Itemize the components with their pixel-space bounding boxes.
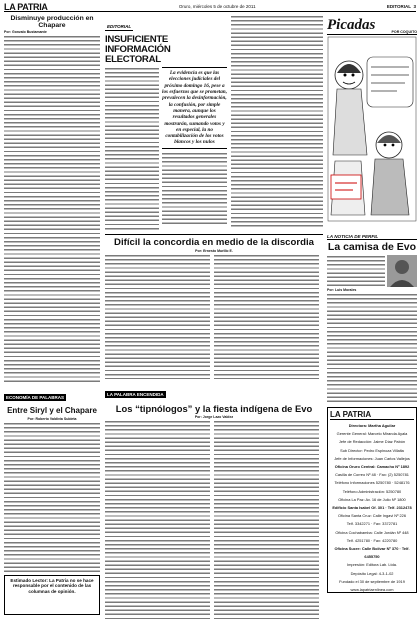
credit-line: Fundado el 30 de septiembre de 1919	[339, 578, 405, 584]
column-middle	[105, 234, 323, 627]
profile-body	[327, 293, 417, 403]
credit-line: Directora: Martha Aguilar	[348, 423, 396, 429]
article-body-2	[4, 422, 100, 572]
credit-line: Telf. 4251780 · Fax: 4220780	[346, 537, 398, 543]
article-byline-2: Por: Roberto Valdivia Subieta	[27, 416, 77, 421]
credits-list	[330, 422, 414, 593]
profile-byline: Por: Luis Morales	[327, 288, 357, 293]
opinion-title-2: Los “tipnólogos” y la fiesta indígena de Evo	[115, 403, 313, 415]
section-tag-wrap	[4, 386, 100, 404]
cartoon-panel	[327, 13, 417, 228]
opinion-body-col-a	[105, 254, 210, 379]
editorial-body-b	[162, 152, 227, 226]
opinion-byline: Por: Ernesto Murillo E.	[195, 249, 233, 254]
editorial-body-c	[231, 15, 323, 227]
article-byline: Por: Gonzalo Bustamante	[4, 30, 47, 35]
credit-line: Oficina Santa Cruz: Calle Ingavi Nº 226	[337, 513, 407, 519]
credit-line: Impresión: Editora Lab. Ltda.	[347, 562, 397, 568]
credit-line: Depósito Legal: 4-3-1-02	[350, 570, 394, 576]
credit-line: Telf. 3342271 · Fax: 3372781	[346, 521, 398, 527]
credit-line: www.lapatriaenlinea.com	[350, 587, 394, 593]
credit-line: Casilla de Correo Nº 48 · Fax: (2) 5250781	[335, 472, 409, 478]
opinion-byline-2: Por: Jorge Lazo Valdez	[194, 414, 234, 419]
editorial-tag: EDITORIAL	[107, 24, 132, 29]
credit-line: Teléfono Informaciones 5250780 · 5248176	[334, 480, 410, 486]
article-title: Disminuye producción en Chapare	[10, 15, 94, 30]
profile-top	[327, 255, 417, 287]
credit-line: Teléfono Administración: 5250780	[342, 488, 402, 494]
credit-line: Oficina Sucre: Calle Bolívar Nº 370 · Telf. 6455750	[334, 546, 410, 560]
editorial-col-b	[162, 67, 227, 230]
credit-line: Oficina Cochabamba: Calle Jordán Nº 448	[335, 529, 409, 535]
credit-line: Oficina La Paz: Av. 16 de Julio Nº 1800	[338, 496, 406, 502]
author-photo	[387, 255, 417, 287]
column-editorial	[105, 15, 227, 230]
notice-box	[4, 575, 100, 615]
article-body	[4, 35, 100, 383]
opinion2-col-b	[214, 420, 319, 622]
notice-text: Estimado Lector: La Patria no se hace responsable por el contenido de las columnas de opinión.	[10, 577, 94, 594]
section-tag: ECONOMÍA DE PALABRAS	[6, 395, 65, 401]
credit-line: Edificio Santa Isabel Of. 301 · Telf. 2312478	[332, 505, 412, 511]
column-editorial-cont	[231, 15, 323, 230]
cartoon-illustration	[327, 35, 417, 225]
opinion-body	[105, 254, 323, 379]
credits-box	[327, 407, 417, 593]
opinion-body-2	[105, 420, 323, 622]
masthead	[4, 2, 416, 12]
page-number: 3	[413, 4, 416, 9]
credit-line: Sub Director: Pedro Espinoza Villalta	[340, 447, 404, 453]
editorial-title: INSUFICIENTE INFORMACIÓN ELECTORAL	[105, 34, 171, 66]
editorial-pull-quote: La evidencia es que las elecciones judiciales del próximo domingo 16, pese a los esfuerzos que se prometan, prevalecen la desinformación, la confusión, por simple manera, aunque los resultados generales mostrarán, sumando votos y en especial, la no contabilización de los votos blancos y los nulos	[162, 67, 227, 149]
masthead-date: Oruro, miércoles 5 de octubre de 2011	[178, 4, 256, 9]
profile-intro	[327, 255, 385, 287]
masthead-section: EDITORIAL 3	[386, 4, 416, 9]
masthead-logo: LA PATRIA	[4, 1, 48, 12]
opinion-title: Difícil la concordia en medio de la discordia	[114, 237, 314, 248]
credit-line: Jefe de Redacción: Jaime Díaz Pabón	[338, 439, 406, 445]
credits-logo: LA PATRIA	[330, 410, 414, 420]
profile-tag: LA NOTICIA DE PERFIL	[327, 234, 417, 240]
profile-title: La camisa de Evo	[327, 241, 417, 253]
article-title-2: Entre Siryl y el Chapare	[7, 406, 97, 416]
editorial-body-a	[105, 67, 159, 230]
credit-line: Jefe de Informaciones: Juan Carlos Vallejos	[334, 455, 410, 461]
cartoon-author: POR COQUITO	[391, 30, 417, 34]
column-right	[327, 234, 417, 627]
divider	[105, 234, 323, 235]
column-left	[4, 15, 100, 627]
editorial-columns	[105, 67, 227, 230]
credit-line: Gerente General: Marcelo Miranda Ayala	[336, 431, 408, 437]
section-tag-wrap-2	[105, 383, 323, 401]
opinion2-col-a	[105, 420, 210, 622]
opinion-body-col-b	[214, 254, 319, 379]
section-tag-2: LA PALABRA ENCENDIDA	[107, 392, 164, 398]
cartoon-header	[327, 13, 417, 35]
cartoon-title: Picadas	[327, 17, 376, 33]
credit-line: Oficina Oruro Central: Camacho Nº 1892	[334, 464, 410, 470]
